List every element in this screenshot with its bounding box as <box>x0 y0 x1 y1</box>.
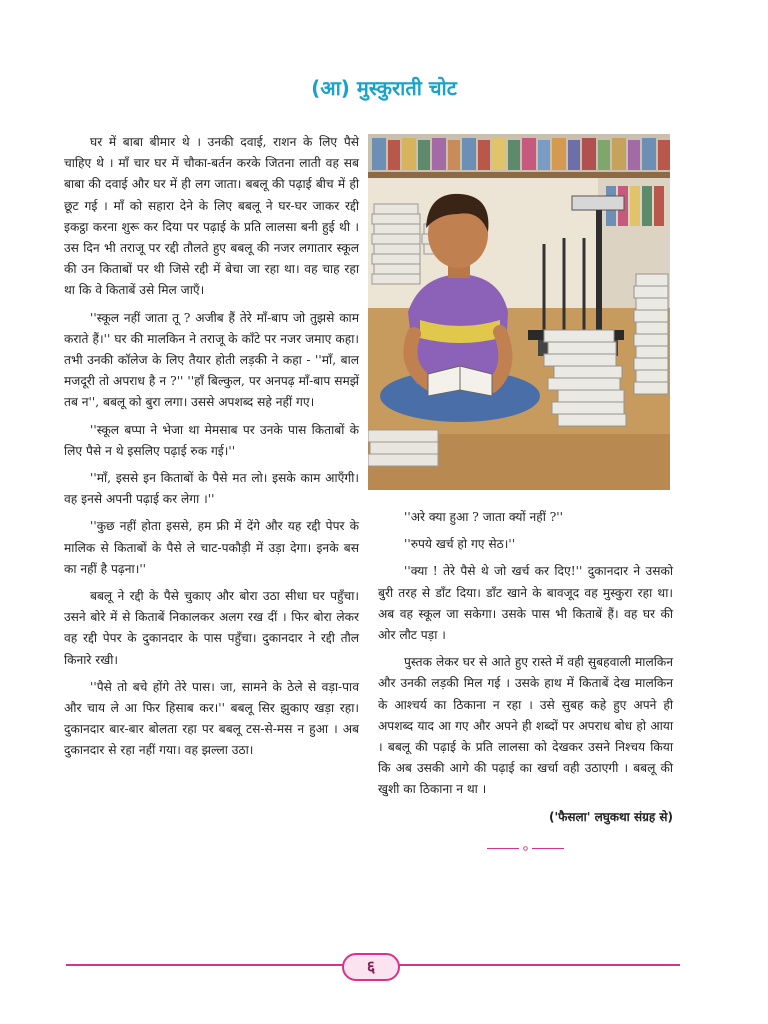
paragraph: पुस्तक लेकर घर से आते हुए रास्ते में वही सुबहवाली मालकिन और उनकी लड़की मिल गई । उसके हाथ में किताबें देख मालकिन के आश्चर्य का ठिकाना न रहा । उसे सुबह कहे हुए अपने ही अपशब्द याद आ गए और अपने ही शब्दों पर अपराध बोध हो आया । बबलू की पढ़ाई के प्रति लालसा को देखकर उसने निश्चय किया कि अब उसकी आगे की पढ़ाई का खर्चा वही उठाएगी । बबलू की खुशी का ठिकाना न था । <box>378 655 673 797</box>
left-column <box>64 132 359 768</box>
paragraph: ''रुपये खर्च हो गए सेठ।'' <box>404 537 516 552</box>
section-divider <box>378 838 673 859</box>
paragraph: बबलू ने रद्दी के पैसे चुकाए और बोरा उठा सीधा घर पहुँचा। उसने बोरे में से किताबें निकालकर अलग रख दीं । फिर बोरा लेकर वह रद्दी पेपर के दुकानदार के पास पहुँचा। दुकानदार ने रद्दी तौल किनारे रखी। <box>64 589 359 667</box>
paragraph: ''पैसे तो बचे होंगे तेरे पास। जा, सामने के ठेले से वड़ा-पाव और चाय ले आ फिर हिसाब कर।'' बबलू सिर झुकाए खड़ा रहा। दुकानदार बार-बार बोलता रहा पर बबलू टस-से-मस न हुआ । अब दुकानदार से रहा नहीं गया। वह झल्ला उठा। <box>64 679 359 758</box>
divider-mark: ० <box>522 841 529 855</box>
paragraph: घर में बाबा बीमार थे । उनकी दवाई, राशन के लिए पैसे चाहिए थे । माँ चार घर में चौका-बर्तन करके जितना लाती वह सब बाबा की दवाई और घर में ही लग जाता। बबलू की पढ़ाई बीच में ही छूट गई । माँ को सहारा देने के लिए बबलू ने घर-घर जाकर रद्दी इकट्ठा करना शुरू कर दिया पर पढ़ाई के प्रति लालसा बनी हुई थी । उस दिन भी तराजू पर रद्दी तौलते हुए बबलू की नजर लगातार स्कूल की उन किताबों पर थी जिसे रद्दी में बेचा जा रहा था। वह चाह रहा था कि वे किताबें उसे मिल जाएँ। <box>64 135 359 298</box>
page-title: (आ) मुस्कुराती चोट <box>311 76 457 100</box>
paragraph: ''कुछ नहीं होता इससे, हम फ्री में देंगे और यह रद्दी पेपर के मालिक से किताबों के पैसे ले चाट-पकौड़ी में उड़ा देगा। इनके बस का नहीं है पढ़ना।'' <box>64 519 359 576</box>
source-citation: ('फैसला' लघुकथा संग्रह से) <box>548 809 673 824</box>
right-column <box>378 507 673 859</box>
divider-line <box>487 848 519 849</box>
paragraph: ''क्या ! तेरे पैसे थे जो खर्च कर दिए!'' दुकानदार ने उसको बुरी तरह से डाँट दिया। डाँट खाने के बावजूद वह मुस्कुरा रहा था। अब वह स्कूल जा सकेगा। उसके पास भी किताबें हैं। वह घर की ओर लौट पड़ा । <box>378 564 673 643</box>
page-number: ६ <box>342 953 400 981</box>
paragraph: ''अरे क्या हुआ ? जाता क्यों नहीं ?'' <box>404 510 563 524</box>
paragraph: ''स्कूल बप्पा ने भेजा था मेमसाब पर उनके पास किताबों के लिए पैसे न थे इसलिए पढ़ाई रुक गई।'' <box>64 422 359 458</box>
boy-reading-in-scrap-shop-illustration <box>368 134 670 490</box>
story-illustration <box>368 134 670 490</box>
paragraph: ''स्कूल नहीं जाता तू ? अजीब हैं तेरे माँ-बाप जो तुझसे काम कराते हैं।'' घर की मालकिन ने तराजू के काँटे पर नजर जमाए कहा। तभी उनकी कॉलेज के लिए तैयार होती लड़की ने कहा - ''माँ, बाल मजदूरी तो अपराध है न ?'' ''हाँ बिल्कुल, पर अनपढ़ माँ-बाप समझें तब न'', बबलू को बुरा लगा। उससे अपशब्द सहे नहीं गए। <box>64 310 359 410</box>
paragraph: ''माँ, इससे इन किताबों के पैसे मत लो। इसके काम आएँगी। वह इनसे अपनी पढ़ाई कर लेगा ।'' <box>64 471 359 507</box>
divider-line <box>532 848 564 849</box>
